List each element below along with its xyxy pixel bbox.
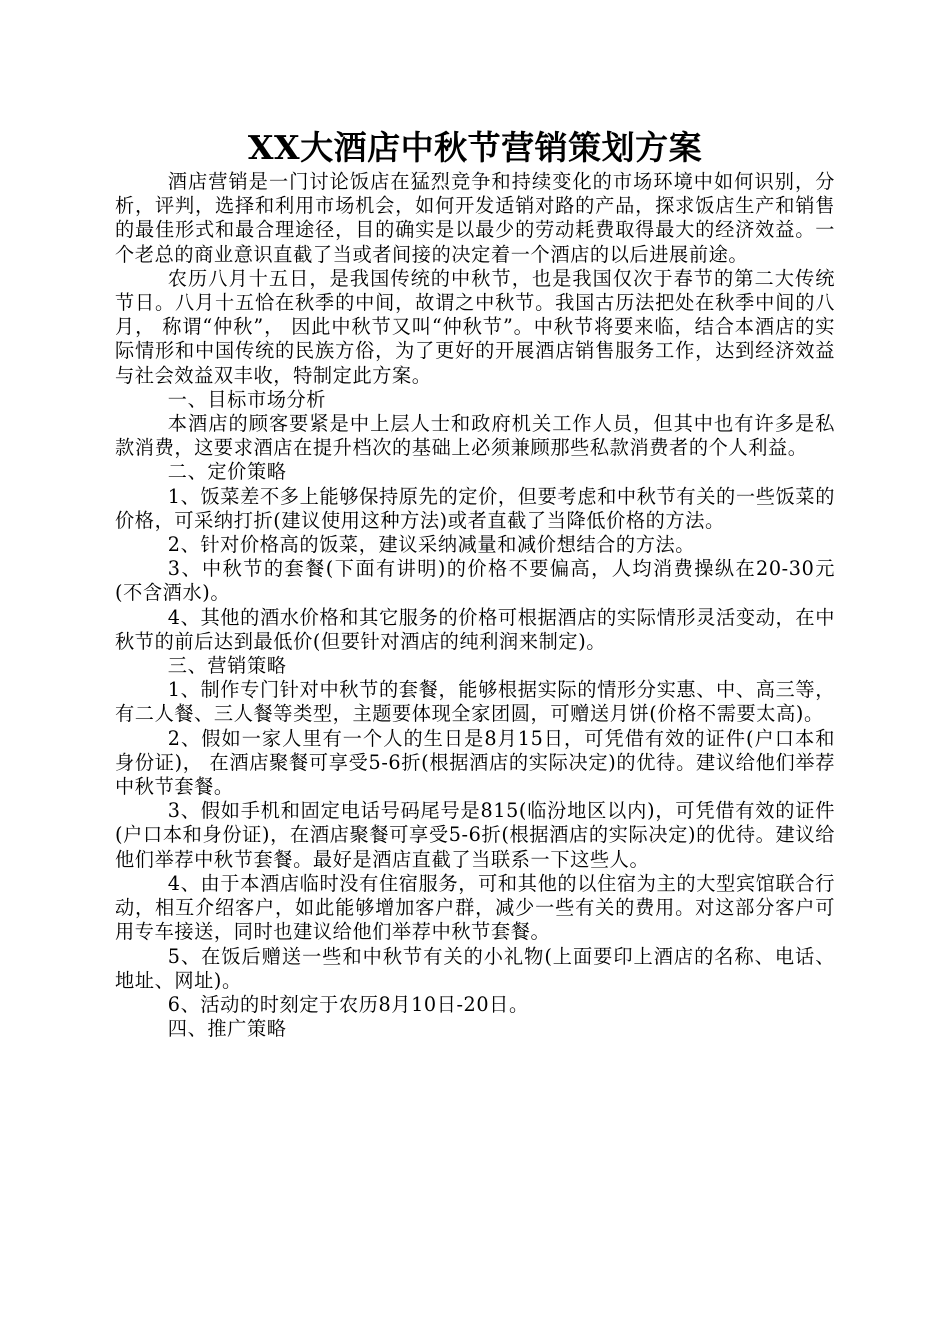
marketing-item-3: 3、假如手机和固定电话号码尾号是815(临汾地区以内)，可凭借有效的证件(户口本和身份证)，在酒店聚餐可享受5-6折(根据酒店的实际决定)的优待。建议给他们举荐中秋节套餐。最好是酒店直截了当联系一下这些人。: [115, 799, 835, 871]
pricing-item-4: 4、其他的酒水价格和其它服务的价格可根据酒店的实际情形灵活变动，在中秋节的前后达到最低价(但要针对酒店的纯利润来制定)。: [115, 605, 835, 653]
background-paragraph: 农历八月十五日，是我国传统的中秋节，也是我国仅次于春节的第二大传统节日。八月十五恰在秋季的中间，故谓之中秋节。我国古历法把处在秋季中间的八月， 称谓“仲秋”， 因此中秋节又叫“仲秋节”。中秋节将要来临，结合本酒店的实际情形和中国传统的民族方俗，为了更好的开展酒店销售服务工作，达到经济效益与社会效益双丰收，特制定此方案。: [115, 266, 835, 387]
section-heading-pricing: 二、定价策略: [167, 460, 287, 484]
marketing-item-4: 4、由于本酒店临时没有住宿服务，可和其他的以住宿为主的大型宾馆联合行动，相互介绍客户，如此能够增加客户群，减少一些有关的费用。对这部分客户可用专车接送，同时也建议给他们举荐中秋节套餐。: [115, 871, 835, 944]
marketing-item-5: 5、在饭后赠送一些和中秋节有关的小礼物(上面要印上酒店的名称、电话、地址、网址)。: [115, 944, 835, 992]
section-heading-marketing: 三、营销策略: [167, 654, 287, 678]
document-title: XX大酒店中秋节营销策划方案: [247, 128, 703, 167]
pricing-item-1: 1、饭菜差不多上能够保持原先的定价，但要考虑和中秋节有关的一些饭菜的价格，可采纳打折(建议使用这种方法)或者直截了当降低价格的方法。: [115, 484, 835, 532]
section-heading-promotion: 四、推广策略: [167, 1017, 287, 1041]
marketing-item-1: 1、制作专门针对中秋节的套餐，能够根据实际的情形分实惠、中、高三等，有二人餐、三人餐等类型，主题要体现全家团圆，可赠送月饼(价格不需要太高)。: [115, 678, 835, 726]
section-heading-target-market: 一、目标市场分析: [167, 387, 327, 411]
marketing-item-2: 2、假如一家人里有一个人的生日是8月15日，可凭借有效的证件(户口本和身份证)， 在酒店聚餐可享受5-6折(根据酒店的实际决定)的优待。建议给他们举荐中秋节套餐。: [115, 726, 835, 799]
intro-paragraph: 酒店营销是一门讨论饭店在猛烈竞争和持续变化的市场环境中如何识别，分析，评判，选择和利用市场机会，如何开发适销对路的产品，探求饭店生产和销售的最佳形式和最合理途径，目的确实是以最少的劳动耗费取得最大的经济效益。一个老总的商业意识直截了当或者间接的决定着一个酒店的以后进展前途。: [115, 170, 835, 266]
pricing-item-2: 2、针对价格高的饭菜，建议采纳减量和减价想结合的方法。: [167, 533, 696, 557]
marketing-item-6: 6、活动的时刻定于农历8月10日-20日。: [167, 992, 529, 1016]
pricing-item-3: 3、中秋节的套餐(下面有讲明)的价格不要偏高，人均消费操纵在20-30元(不含酒水)。: [115, 557, 835, 605]
document-body: [115, 126, 835, 1041]
target-market-paragraph: 本酒店的顾客要紧是中上层人士和政府机关工作人员，但其中也有许多是私款消费，这要求酒店在提升档次的基础上必须兼顾那些私款消费者的个人利益。: [115, 412, 835, 460]
